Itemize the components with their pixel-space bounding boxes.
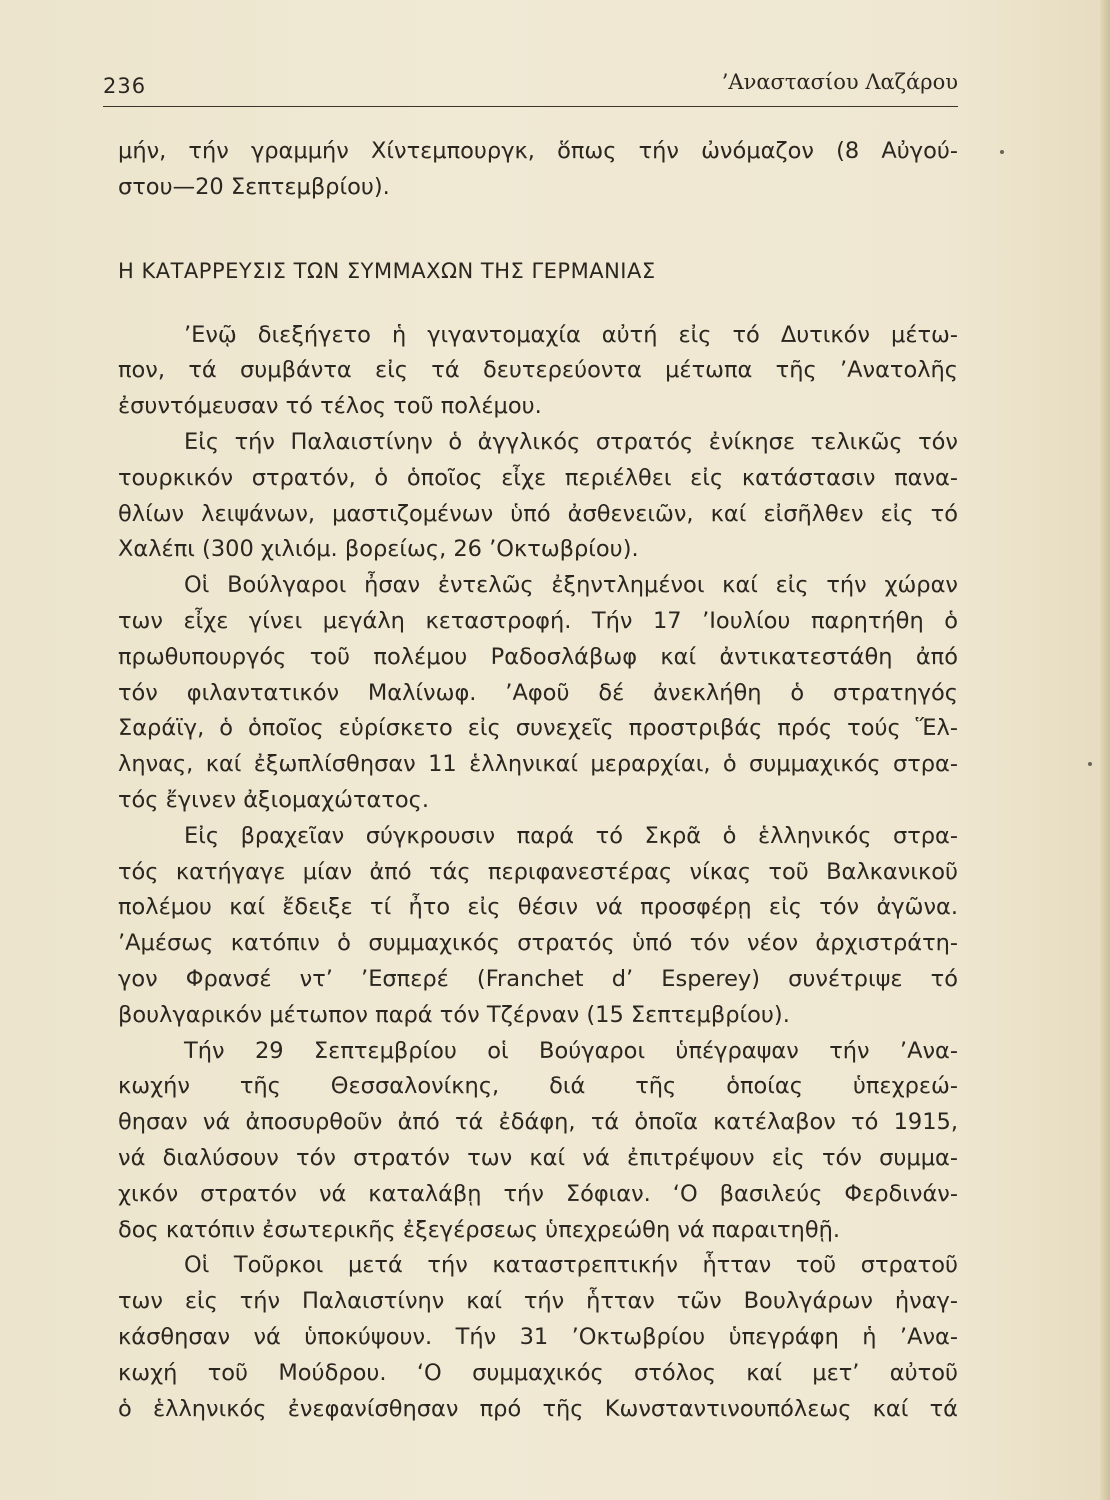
text-line: Οἱ Τοῦρκοι μετά τήν καταστρεπτικήν ἧτταν τοῦ στρατοῦ bbox=[184, 1252, 958, 1279]
text-line: ἐσυντόμευσαν τό τέλος τοῦ πολέμου. bbox=[118, 393, 542, 420]
text-line: τός κατήγαγε μίαν ἀπό τάς περιφανεστέρας νίκας τοῦ Βαλκανικοῦ bbox=[118, 858, 958, 885]
text-line: στου—20 Σεπτεμβρίου). bbox=[118, 173, 390, 200]
text-line: Εἰς βραχεῖαν σύγκρουσιν παρά τό Σκρᾶ ὁ ἑλληνικός στρα- bbox=[184, 822, 958, 849]
text-line: των εἶχε γίνει μεγάλη κεταστροφή. Τήν 17 ’Ιουλίου παρητήθη ὁ bbox=[118, 607, 958, 634]
text-line: Τήν 29 Σεπτεμβρίου οἱ Βούγαροι ὑπέγραψαν τήν ’Ανα- bbox=[184, 1037, 958, 1064]
text-line: τός ἔγινεν ἀξιομαχώτατος. bbox=[118, 786, 430, 813]
stray-mark bbox=[1000, 150, 1004, 154]
text-line: μήν, τήν γραμμήν Χίντεμπουργκ, ὅπως τήν ὠνόμαζον (8 Αὐγού- bbox=[118, 138, 958, 164]
text-line: ’Ενῷ διεξήγετο ἡ γιγαντομαχία αὐτή εἰς τό Δυτικόν μέτω- bbox=[184, 321, 958, 348]
text-line: πον, τά συμβάντα εἰς τά δευτερεύοντα μέτωπα τῆς ’Ανατολῆς bbox=[118, 357, 958, 384]
text-line: κωχή τοῦ Μούδρου. ‘Ο συμμαχικός στόλος καί μετ’ αὐτοῦ bbox=[118, 1359, 958, 1386]
body-text bbox=[118, 134, 958, 1427]
text-line: βουλγαρικόν μέτωπον παρά τόν Τζέρναν (15 Σεπτεμβρίου). bbox=[118, 1001, 790, 1028]
text-line: κάσθησαν νά ὑποκύψουν. Τήν 31 ’Οκτωβρίου ὑπεγράφη ἡ ’Ανα- bbox=[118, 1323, 958, 1350]
text-line: νά διαλύσουν τόν στρατόν των καί νά ἐπιτρέψουν εἰς τόν συμμα- bbox=[118, 1144, 958, 1171]
page-number: 236 bbox=[103, 74, 147, 98]
page-header bbox=[103, 66, 958, 107]
running-title: ’Αναστασίου Λαζάρου bbox=[721, 70, 958, 94]
text-line: τουρκικόν στρατόν, ὁ ὁποῖος εἶχε περιέλθει εἰς κατάστασιν πανα- bbox=[118, 464, 958, 491]
text-line: τόν φιλαντατικόν Μαλίνωφ. ’Αφοῦ δέ ἀνεκλήθη ὁ στρατηγός bbox=[118, 679, 958, 706]
text-line: Εἰς τήν Παλαιστίνην ὁ ἀγγλικός στρατός ἐνίκησε τελικῶς τόν bbox=[184, 428, 958, 455]
text-line: κωχήν τῆς Θεσσαλονίκης, διά τῆς ὁποίας ὑπεχρεώ- bbox=[118, 1073, 958, 1100]
text-line: γον Φρανσέ ντ’ ’Εσπερέ (Franchet d’ Esperey) συνέτριψε τό bbox=[118, 965, 958, 992]
section-heading: Η ΚΑΤΑΡΡΕΥΣΙΣ ΤΩΝ ΣΥΜΜΑΧΩΝ ΤΗΣ ΓΕΡΜΑΝΙΑΣ bbox=[118, 258, 656, 283]
page-edge bbox=[1100, 0, 1110, 1500]
text-line: ληνας, καί ἐξωπλίσθησαν 11 ἑλληνικαί μεραρχίαι, ὁ συμμαχικός στρα- bbox=[118, 751, 958, 778]
text-line: ’Αμέσως κατόπιν ὁ συμμαχικός στρατός ὑπό τόν νέον ἀρχιστράτη- bbox=[118, 930, 958, 957]
text-line: θησαν νά ἀποσυρθοῦν ἀπό τά ἐδάφη, τά ὁποῖα κατέλαβον τό 1915, bbox=[118, 1109, 958, 1136]
text-line: Σαράϊγ, ὁ ὁποῖος εὑρίσκετο εἰς συνεχεῖς προστριβάς πρός τούς Ἕλ- bbox=[118, 715, 958, 742]
text-line: ὁ ἑλληνικός ἐνεφανίσθησαν πρό τῆς Κωνσταντινουπόλεως καί τά bbox=[118, 1395, 958, 1422]
stray-mark bbox=[1088, 762, 1092, 766]
text-line: θλίων λειψάνων, μαστιζομένων ὑπό ἀσθενειῶν, καί εἰσῆλθεν εἰς τό bbox=[118, 500, 958, 527]
text-line: χικόν στρατόν νά καταλάβῃ τήν Σόφιαν. ‘Ο βασιλεύς Φερδινάν- bbox=[118, 1180, 958, 1207]
text-line: Χαλέπι (300 χιλιόμ. βορείως, 26 ’Οκτωβρίου). bbox=[118, 536, 639, 563]
text-line: πολέμου καί ἔδειξε τί ἦτο εἰς θέσιν νά προσφέρῃ εἰς τόν ἀγῶνα. bbox=[118, 894, 958, 921]
text-line: Οἱ Βούλγαροι ἦσαν ἐντελῶς ἐξηντλημένοι καί εἰς τήν χώραν bbox=[184, 572, 958, 599]
text-line: των εἰς τήν Παλαιστίνην καί τήν ἧτταν τῶν Βουλγάρων ἠναγ- bbox=[118, 1288, 958, 1315]
text-line: πρωθυπουργός τοῦ πολέμου Ραδοσλάβωφ καί ἀντικατεστάθη ἀπό bbox=[118, 643, 958, 670]
text-line: δος κατόπιν ἐσωτερικῆς ἐξεγέρσεως ὑπεχρεώθη νά παραιτηθῇ. bbox=[118, 1216, 840, 1243]
